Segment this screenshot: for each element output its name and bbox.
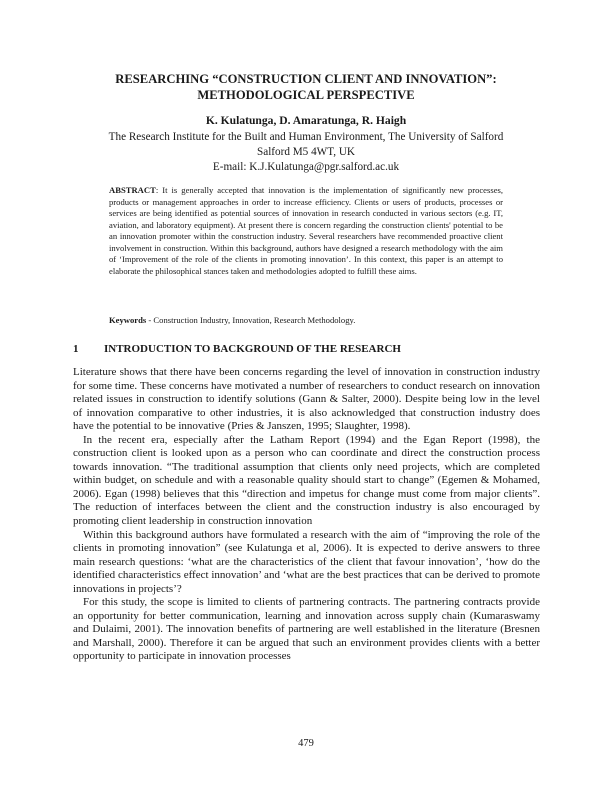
paragraph: For this study, the scope is limited to clients of partnering contracts. The partnering contracts provide an opportunity for better communication, learning and innovation across supply chain (Kumaraswamy and Dulaimi, 2001). The innovation benefits of partnering are well established in the literature (Bresnen and Marshall, 2000). Therefore it can be argued that such an environment provides clients with a better opportunity to participate in innovation processes — [73, 596, 540, 663]
body-text — [73, 366, 540, 664]
paragraph: Within this background authors have formulated a research with the aim of “improving the role of the clients in promoting innovation” (see Kulatunga et al, 2006). It is expected to derive answers to three main research questions: ‘what are the characteristics of the client that favour innovation’, ‘how do the identified characteristics effect innovation’ and ‘what are the best practices that can be derived to promote innovations in projects’? — [73, 528, 540, 595]
section-number: 1 — [73, 343, 79, 355]
section-title: INTRODUCTION TO BACKGROUND OF THE RESEARCH — [104, 343, 401, 355]
keywords-text: - Construction Industry, Innovation, Research Methodology. — [146, 315, 356, 325]
keywords — [109, 315, 503, 326]
email-line: E-mail: K.J.Kulatunga@pgr.salford.ac.uk — [212, 161, 400, 173]
affiliation-line-1: The Research Institute for the Built and Human Environment, The University of Salford — [108, 131, 504, 143]
title-line-1: RESEARCHING “CONSTRUCTION CLIENT AND INNOVATION”: — [115, 72, 497, 86]
keywords-label: Keywords — [109, 315, 147, 325]
paragraph: In the recent era, especially after the Latham Report (1994) and the Egan Report (1998), the construction client is looked upon as a person who can coordinate and direct the construction process towards innovation. “The traditional assumption that clients only need projects, which are completed within budget, on schedule and with a reasonable quality should start to change” (Egemen & Mohamed, 2006). Egan (1998) believes that this “direction and impetus for change must come from major clients”. The reduction of interfaces between the client and the construction industry is also encouraged by promoting client leadership in construction innovation — [73, 433, 540, 528]
paragraph: Literature shows that there have been concerns regarding the level of innovation in construction industry for some time. These concerns have motivated a number of researchers to conduct research on innovation related issues in construction to identify solutions (Gann & Salter, 2000). Despite being low in the level of innovation comparative to other industries, it is also acknowledged that construction industry does have the potential to be innovative (Pries & Janszen, 1995; Slaughter, 1998). — [73, 366, 540, 433]
section-heading — [73, 342, 401, 356]
affiliation-block — [60, 130, 552, 175]
title-line-2: METHODOLOGICAL PERSPECTIVE — [197, 88, 415, 102]
abstract-text: : It is generally accepted that innovation is the implementation of significantly new processes, products or management approaches in order to increase efficiency. Clients or users of products, processes or services are being identified as potential sources of innovation in research conducted in various sectors (e.g. IT, aviation, and laboratory equipment). At present there is concern regarding the construction clients' potential to be an innovation promoter within the construction industry. Several researchers have recommended proactive client involvement in construction. Within this background, authors have designed a research methodology with the aim of ‘Improvement of the role of the clients in promoting innovation’. In this context, this paper is an attempt to elaborate the philosophical stances taken and methodologies adopted to fulfill these aims. — [109, 185, 503, 276]
abstract — [109, 185, 503, 277]
page-number: 479 — [298, 738, 314, 749]
abstract-label: ABSTRACT — [109, 185, 156, 195]
affiliation-line-2: Salford M5 4WT, UK — [257, 146, 355, 158]
author-list: K. Kulatunga, D. Amaratunga, R. Haigh — [205, 114, 407, 127]
paper-title — [60, 71, 552, 103]
